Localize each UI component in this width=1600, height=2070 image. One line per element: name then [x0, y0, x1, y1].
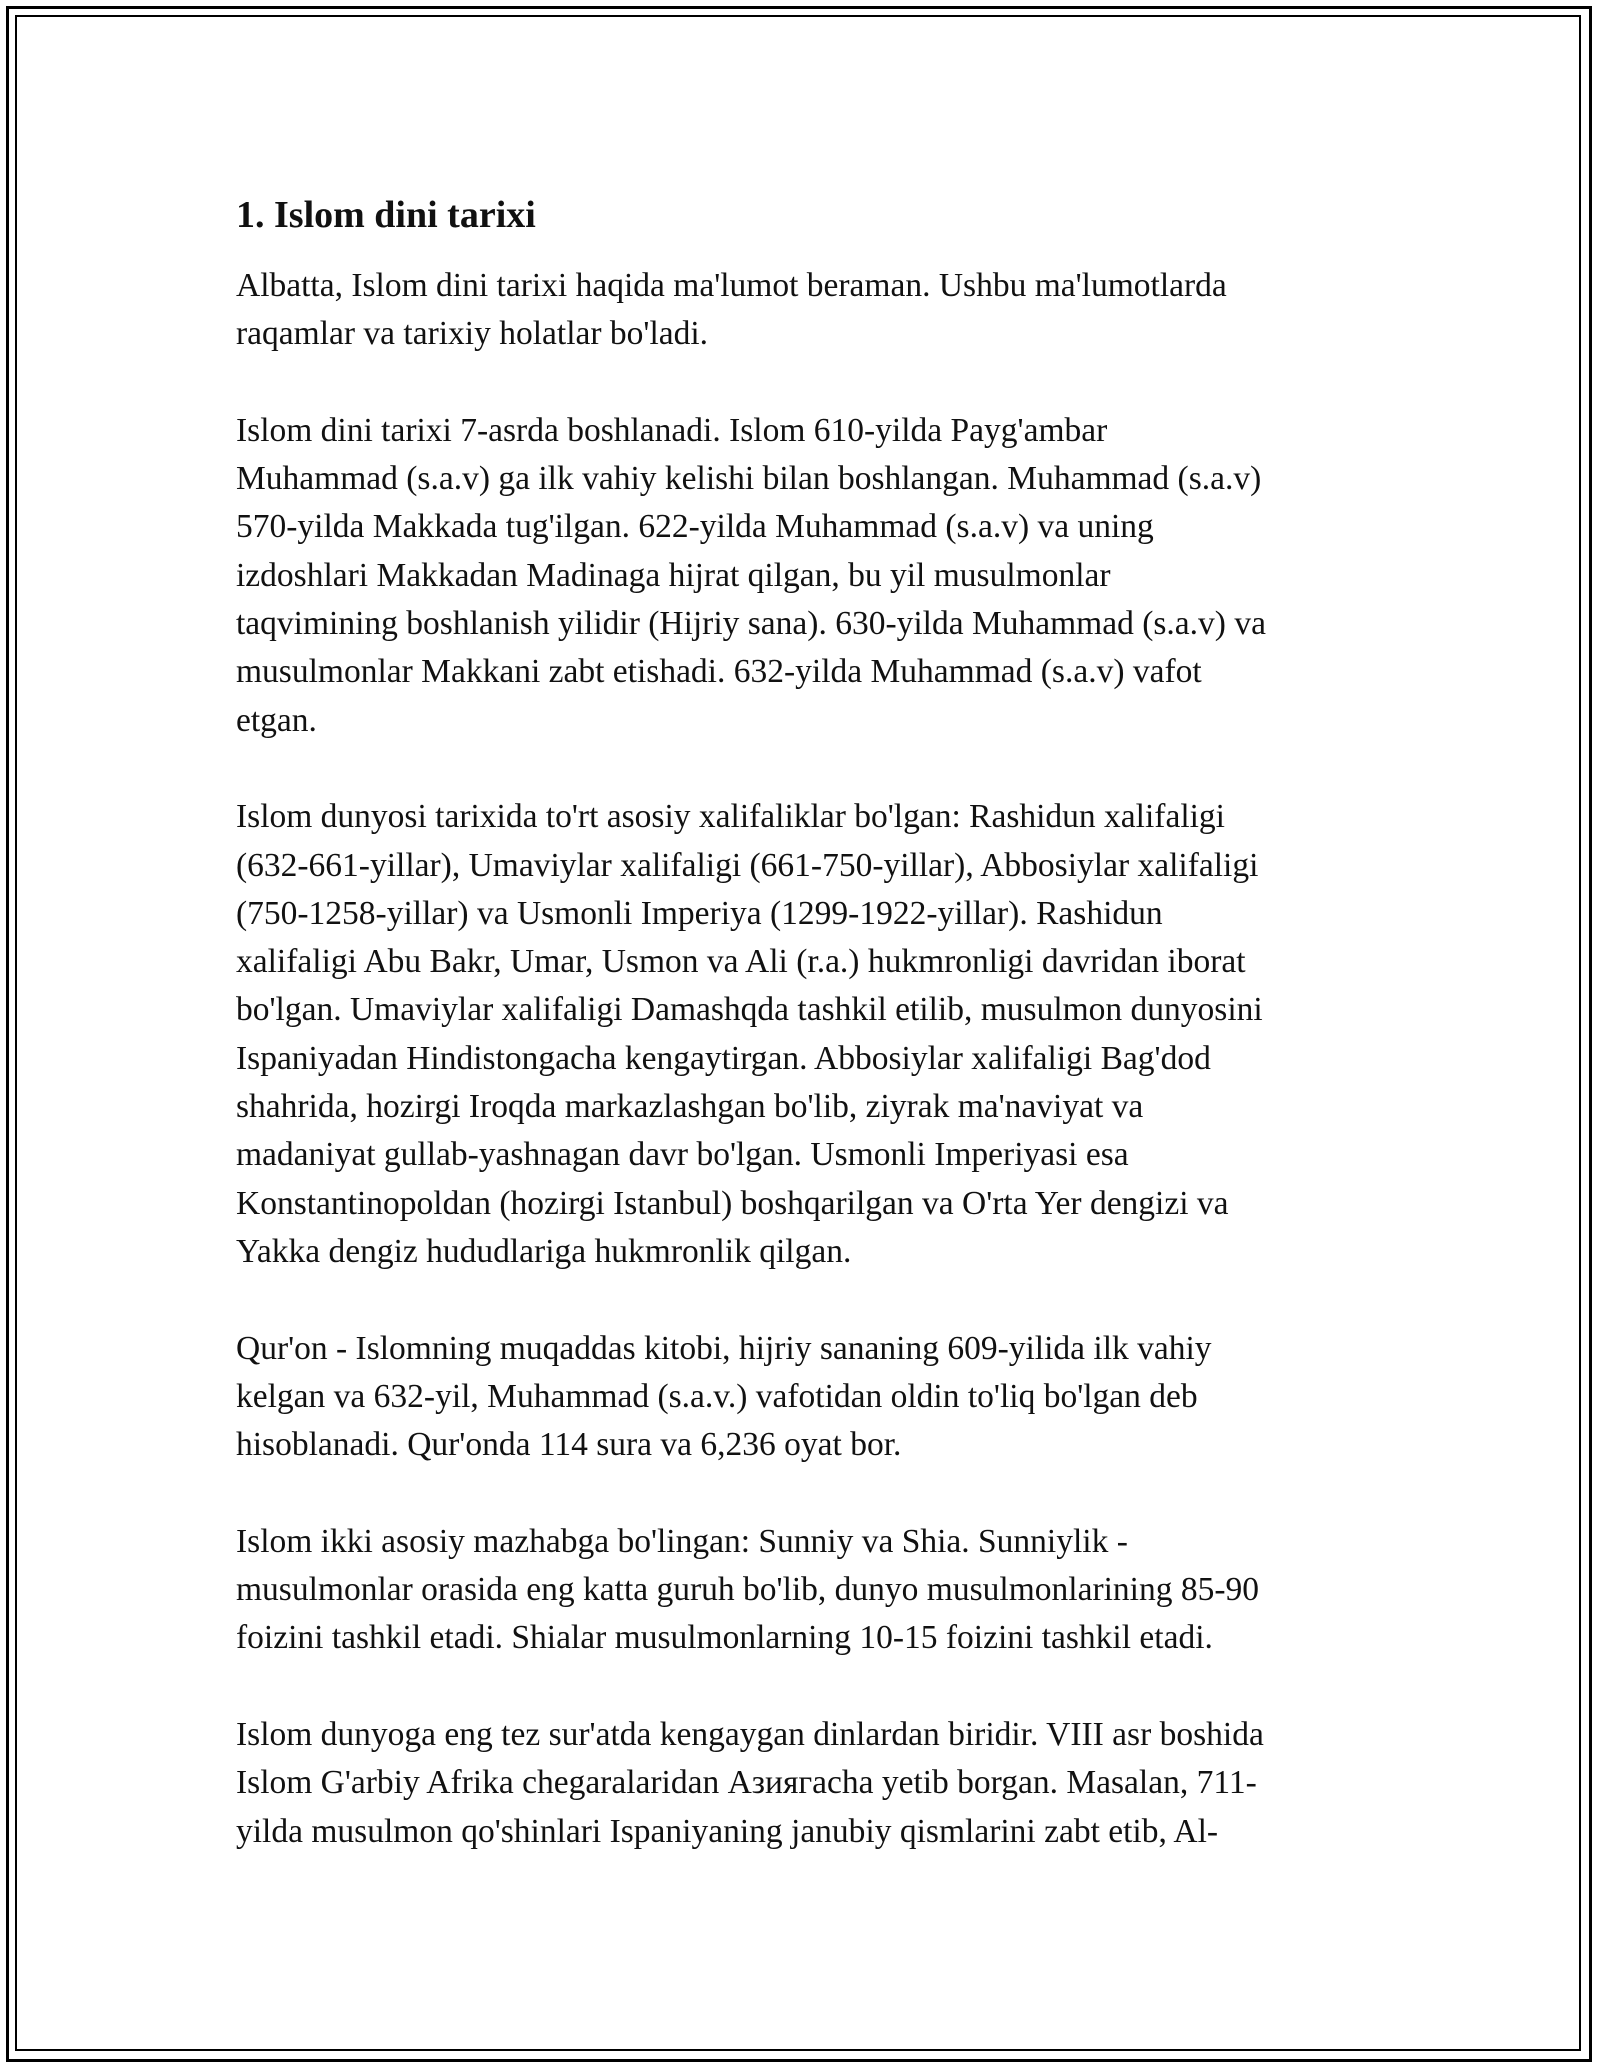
- paragraph-expansion: Islom dunyoga eng tez sur'atda kengaygan dinlardan biridir. VIII asr boshida Islom G'arbiy Afrika chegaralaridan Азиягacha yetib borgan. Masalan, 711- yilda musulmon qo'shinlari Ispaniyaning janubiy qismlarini zabt etib, Al-: [236, 1715, 1264, 1850]
- paragraph-quran: Qur'on - Islomning muqaddas kitobi, hijriy sananing 609-yilida ilk vahiy kelgan va 632-yil, Muhammad (s.a.v.) vafotidan oldin to'liq bo'lgan deb hisoblanadi. Qur'onda 114 sura va 6,236 oyat bor.: [236, 1329, 1212, 1464]
- paragraph-origins: Islom dini tarixi 7-asrda boshlanadi. Islom 610-yilda Payg'ambar Muhammad (s.a.v) ga ilk vahiy kelishi bilan boshlangan. Muhammad (s.a.v) 570-yilda Makkada tug'ilgan. 622-yilda Muhammad (s.a.v) va uning izdoshlari Makkadan Madinaga hijrat qilgan, bu yil musulmonlar taqvimining boshlanish yilidir (Hijriy sana). 630-yilda Muhammad (s.a.v) va musulmonlar Makkani zabt etishadi. 632-yilda Muhammad (s.a.v) vafot etgan.: [236, 411, 1266, 739]
- document-body: [236, 190, 1376, 1904]
- paragraph-caliphates: Islom dunyosi tarixida to'rt asosiy xalifaliklar bo'lgan: Rashidun xalifaligi (632-661-yillar), Umaviylar xalifaligi (661-750-yillar), Abbosiylar xalifaligi (750-1258-yillar) va Usmonli Imperiya (1299-1922-yillar). Rashidun xalifaligi Abu Bakr, Umar, Usmon va Ali (r.a.) hukmronligi davridan iborat bo'lgan. Umaviylar xalifaligi Damashqda tashkil etilib, musulmon dunyosini Ispaniyadan Hindistongacha kengaytirgan. Abbosiylar xalifaligi Bag'dod shahrida, hozirgi Iroqda markazlashgan bo'lib, ziyrak ma'naviyat va madaniyat gullab-yashnagan davr bo'lgan. Usmonli Imperiyasi esa Konstantinopoldan (hozirgi Istanbul) boshqarilgan va O'rta Yer dengizi va Yakka dengiz hududlariga hukmronlik qilgan.: [236, 798, 1263, 1270]
- section-heading: 1. Islom dini tarixi: [236, 194, 536, 236]
- paragraph-intro: Albatta, Islom dini tarixi haqida ma'lumot beraman. Ushbu ma'lumotlarda raqamlar va tarixiy holatlar bo'ladi.: [236, 267, 1227, 353]
- paragraph-denominations: Islom ikki asosiy mazhabga bo'lingan: Sunniy va Shia. Sunniylik - musulmonlar orasida eng katta guruh bo'lib, dunyo musulmonlarining 85-90 foizini tashkil etadi. Shialar musulmonlarning 10-15 foizini tashkil etadi.: [236, 1522, 1259, 1657]
